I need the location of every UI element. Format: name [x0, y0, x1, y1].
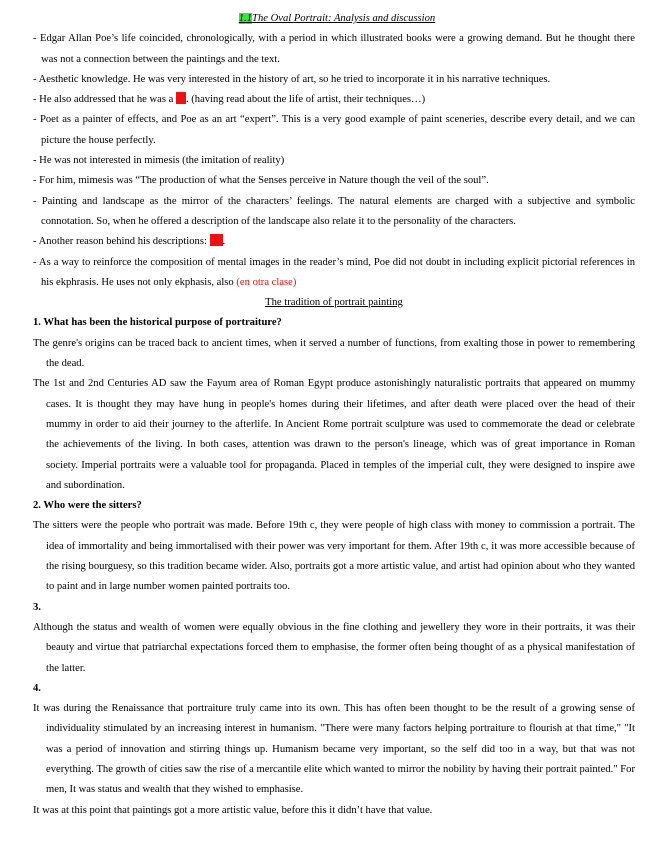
bullet-5: - He was not interested in mimesis (the imitation of reality)	[33, 155, 285, 167]
title-number-highlight: 1.1	[238, 13, 253, 24]
bullet-8	[33, 232, 635, 252]
question-2: 2. Who were the sitters?	[33, 500, 142, 512]
page-title	[39, 9, 635, 29]
bullet-8-post: .	[222, 236, 226, 248]
section-heading: The tradition of portrait painting	[265, 297, 403, 309]
bullet-3	[33, 90, 635, 110]
bullet-3-pre: - He also addressed that he was a	[33, 94, 174, 106]
bullet-4: - Poet as a painter of effects, and Poe as an art “expert”. This is a very good example of paint sceneries, describe every detail, and we can picture the house perfectly.	[33, 114, 635, 146]
bullet-3-post: . (having read about the life of artist, their techniques…)	[185, 94, 426, 106]
paragraph-1: The genre's origins can be traced back to ancient times, when it served a number of functions, from exalting those in power to remembering the dead.	[33, 337, 635, 370]
question-4: 4.	[33, 682, 41, 694]
paragraph-6: It was at this point that paintings got a more artistic value, before this it didn’t have that value.	[33, 804, 433, 816]
bullet-9	[33, 253, 635, 294]
red-note: (en otra clase)	[236, 276, 297, 288]
bullet-6: - For him, mimesis was “The production of what the Senses perceive in Nature though the veil of the soul”.	[33, 175, 489, 187]
question-3: 3.	[33, 601, 41, 613]
paragraph-2: The 1st and 2nd Centuries AD saw the Fayum area of Roman Egypt produce astonishingly naturalistic portraits that appeared on mummy cases. It is thought they may have hung in people's homes during their lifetimes, and after death were placed over the head of their mummy in order to aid their journey to the afterlife. In Ancient Rome portrait sculpture was used to commemorate the dead or celebrate the achievements of the living. In both cases, attention was drawn to the person's lineage, which was of great importance in Roman society. Imperial portraits were a valuable tool for propaganda. Placed in temples of the imperial cult, they were designed to inspire awe and subordination.	[33, 378, 635, 491]
paragraph-5: It was during the Renaissance that portraiture truly came into its own. This has often been thought to be the result of a growing sense of individuality stimulated by an increasing interest in humanism. "There were many factors helping portraiture to flourish at that time," "It was a period of innovation and stirring things up. Humanism became very important, so the self did too in a way, but that was not everything. The growth of cities saw the rise of a mercantile elite which wanted to mirror the nobility by having their portrait painted." For men, It was status and wealth that they wished to emphasise.	[33, 703, 635, 796]
paragraph-3: The sitters were the people who portrait was made. Before 19th c, they were people of high class with money to commission a portrait. The idea of immortality and being immortalised with their power was very important for them. After 19th c, it was more accessible because of the rising bourguesy, so this tradition became wider. Also, portraits got a more artistic value, and artist had opinion about who they wanted to paint and in large number women painted portraits too.	[33, 520, 635, 593]
paragraph-4: Although the status and wealth of women were equally obvious in the fine clothing and jewellery they wore in their portraits, it was their beauty and virtue that patriarchal expectations forced them to emphasise, the former often being thought of as a physical manifestation of the latter.	[33, 621, 635, 674]
bullet-9-text: - As a way to reinforce the composition of mental images in the reader’s mind, Poe did not doubt in including explicit pictorial references in his ekphrasis. He uses not only ekphasis, also	[33, 256, 635, 288]
question-1: 1. What has been the historical purpose of portraiture?	[33, 317, 282, 329]
title-text: The Oval Portrait: Analysis and discussion	[252, 13, 436, 24]
bullet-7: - Painting and landscape as the mirror of the characters’ feelings. The natural elements are charged with a subjective and symbolic connotation. So, when he offered a description of the landscape also relate it to the personality of the characters.	[33, 195, 635, 227]
bullet-8-pre: - Another reason behind his descriptions:	[33, 236, 207, 248]
redacted-mark	[210, 234, 223, 246]
redacted-mark	[176, 92, 186, 104]
bullet-2: - Aesthetic knowledge. He was very interested in the history of art, so he tried to incorporate it in his narrative techniques.	[33, 73, 551, 85]
bullet-1: - Edgar Allan Poe’s life coincided, chronologically, with a period in which illustrated books were a growing demand. But he thought there was not a connection between the paintings and the text.	[33, 33, 635, 65]
